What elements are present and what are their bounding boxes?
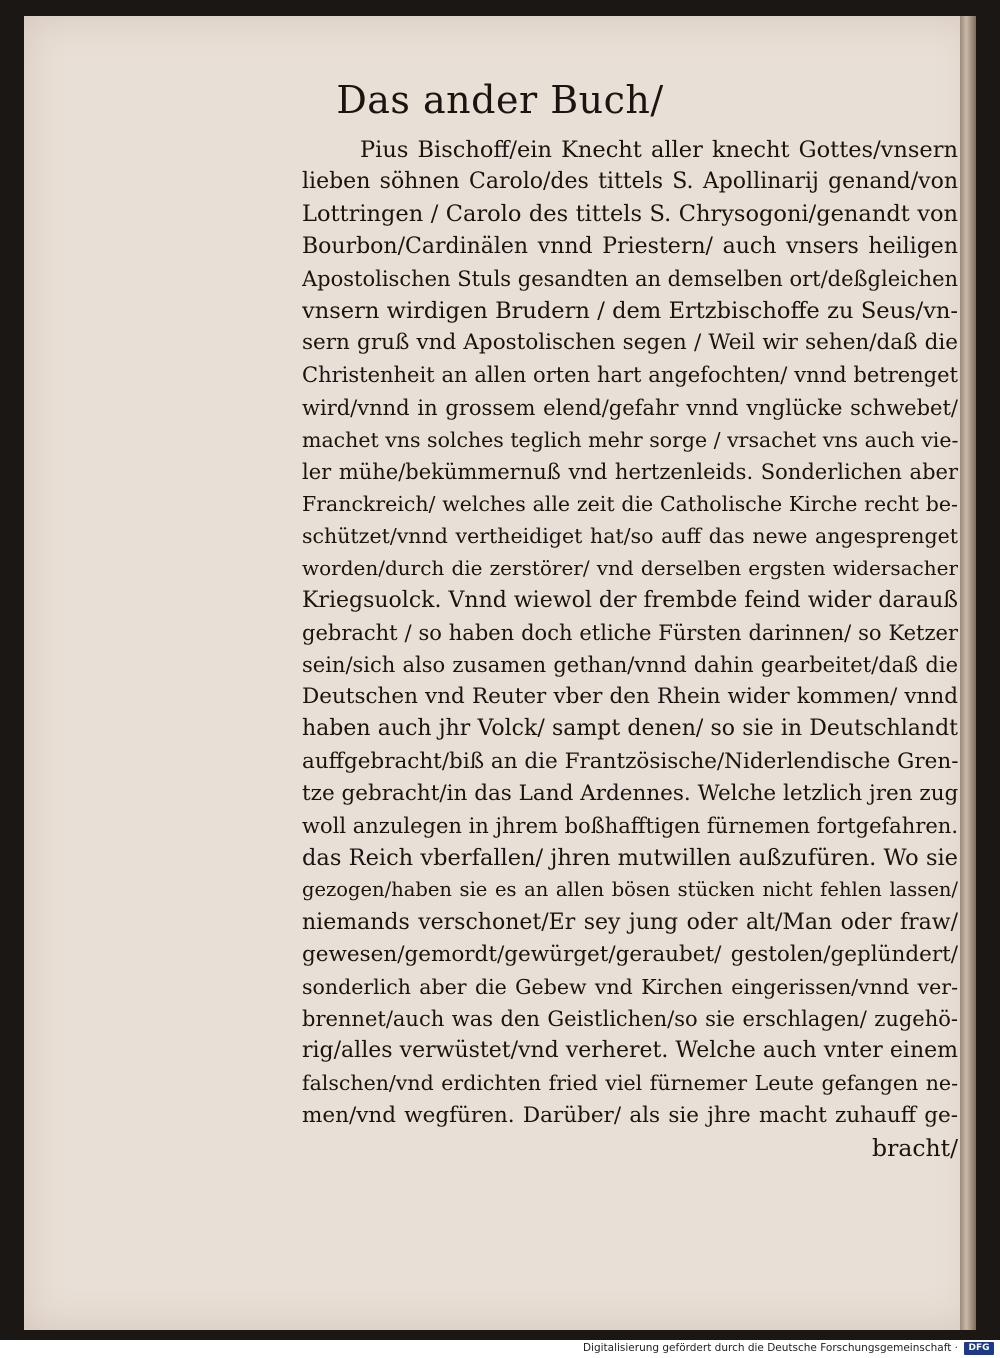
text-line: Franckreich/ welches alle zeit die Catholische Kirche recht be-: [302, 492, 958, 517]
text-line: gezogen/haben sie es an allen bösen stücken nicht fehlen lassen/: [302, 878, 958, 902]
text-line: sern gruß vnd Apostolischen segen / Weil wir sehen/daß die: [302, 330, 958, 356]
text-block: [302, 134, 958, 1164]
text-line: niemands verschonet/Er sey jung oder alt/Man oder fraw/: [302, 909, 958, 935]
text-line: sein/sich also zusamen gethan/vnnd dahin gearbeitet/daß die: [302, 653, 958, 677]
text-line: worden/durch die zerstörer/ vnd derselben ergsten widersacher: [302, 556, 958, 581]
footer-bar: [0, 1340, 1000, 1358]
text-line: falschen/vnd erdichten fried viel fürnemer Leute gefangen ne-: [302, 1071, 958, 1096]
text-line: machet vns solches teglich mehr sorge / vrsachet vns auch vie-: [302, 427, 958, 452]
text-line: brennet/auch was den Geistlichen/so sie erschlagen/ zugehö-: [302, 1007, 958, 1032]
text-line: wird/vnnd in grossem elend/gefahr vnnd vnglücke schwebet/: [302, 395, 958, 420]
text-line: Lottringen / Carolo des tittels S. Chrysogoni/genandt von: [302, 201, 958, 228]
text-line: gebracht / so haben doch etliche Fürsten darinnen/ so Ketzer: [302, 620, 958, 645]
text-line: gewesen/gemordt/gewürget/geraubet/ gestolen/geplündert/: [302, 941, 958, 967]
text-line: vnsern wirdigen Brudern / dem Ertzbischoffe zu Seus/vn-: [302, 297, 958, 324]
text-line: Christenheit an allen orten hart angefochten/ vnnd betrenget: [302, 363, 958, 388]
text-line: schützet/vnnd vertheidiget hat/so auff das newe angesprenget: [302, 524, 958, 549]
text-line: lieben söhnen Carolo/des tittels S. Apollinarij genand/von: [302, 169, 958, 195]
text-line: auffgebracht/biß an die Frantzösische/Niderlendische Gren-: [302, 748, 958, 774]
text-line: Pius Bischoff/ein Knecht aller knecht Gottes/vnsern: [360, 137, 958, 163]
running-header: Das ander Buch/: [336, 78, 664, 122]
text-line: ler mühe/bekümmernuß vnd hertzenleids. Sonderlichen aber: [302, 459, 958, 484]
book-page: [24, 16, 976, 1330]
text-line: Deutschen vnd Reuter vber den Rhein wider kommen/ vnnd: [302, 684, 958, 710]
dfg-logo: DFG: [964, 1342, 994, 1355]
text-line: haben auch jhr Volck/ sampt denen/ so sie in Deutschlandt: [302, 716, 958, 742]
text-line: rig/alles verwüstet/vnd verheret. Welche auch vnter einem: [302, 1038, 958, 1064]
text-line: Bourbon/Cardinälen vnnd Priestern/ auch vnsers heiligen: [302, 233, 958, 259]
text-line: bracht/: [872, 1133, 958, 1162]
text-line: Apostolischen Stuls gesandten an demselben ort/deßgleichen: [302, 266, 958, 291]
text-line: Kriegsuolck. Vnnd wiewol der frembde feind wider darauß: [302, 587, 958, 613]
text-line: das Reich vberfallen/ jhren mutwillen außzufüren. Wo sie: [302, 845, 958, 872]
funding-credit: Digitalisierung gefördert durch die Deutsche Forschungsgemeinschaft ·: [582, 1342, 958, 1354]
page-edge: [960, 16, 976, 1330]
text-line: woll anzulegen in jhrem boßhafftigen fürnemen fortgefahren.: [302, 813, 958, 838]
text-line: men/vnd wegfüren. Darüber/ als sie jhre macht zuhauff ge-: [302, 1102, 958, 1128]
text-line: tze gebracht/in das Land Ardennes. Welche letzlich jren zug: [302, 780, 958, 806]
text-line: sonderlich aber die Gebew vnd Kirchen eingerissen/vnnd ver-: [302, 974, 958, 999]
